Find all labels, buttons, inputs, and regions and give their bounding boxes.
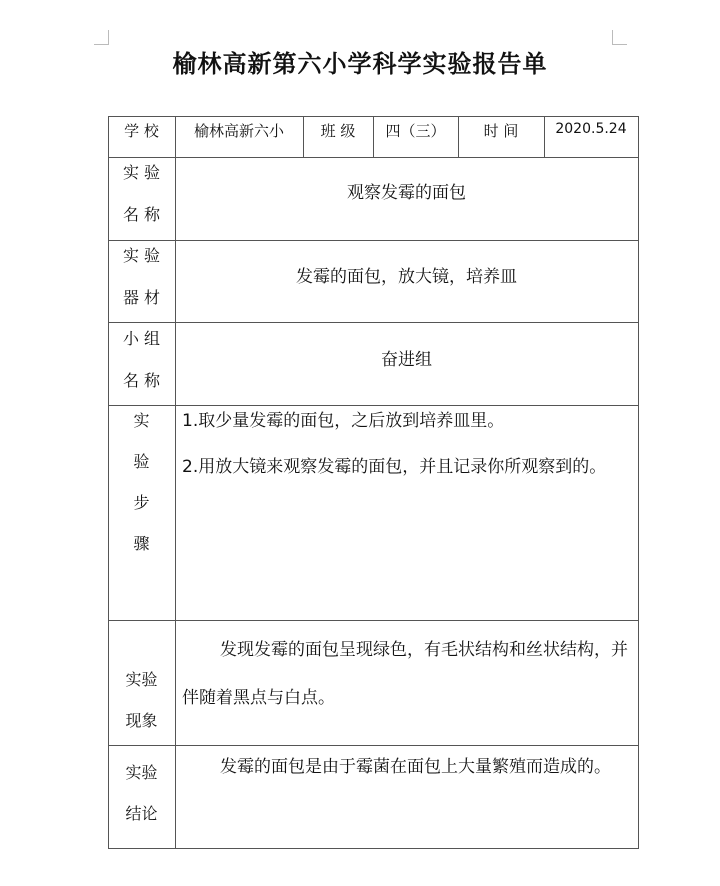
class-value: 四（三） [385, 122, 446, 140]
phenomenon-label-line2: 现象 [125, 711, 158, 730]
school-value: 榆林高新六小 [193, 122, 284, 140]
experiment-name-label-line2: 名 称 [122, 205, 161, 224]
conclusion-label-line1: 实验 [125, 763, 158, 782]
page-corner-mark-left [94, 30, 109, 45]
conclusion-label-line2: 结论 [125, 804, 158, 823]
steps-label-char4: 骤 [133, 534, 150, 553]
school-label: 学 校 [124, 122, 159, 140]
class-label: 班 级 [320, 122, 356, 140]
page-corner-mark-right [612, 30, 627, 45]
group-label-line2: 名 称 [122, 371, 161, 390]
step-2: 2.用放大镜来观察发霉的面包，并且记录你所观察到的。 [182, 457, 607, 477]
conclusion-value: 发霉的面包是由于霉菌在面包上大量繁殖而造成的。 [220, 757, 611, 777]
time-value: 2020.5.24 [555, 121, 627, 137]
report-title: 榆林高新第六小学科学实验报告单 [172, 50, 548, 78]
steps-label-char2: 验 [133, 452, 150, 471]
group-value: 奋进组 [381, 350, 432, 370]
equipment-value: 发霉的面包，放大镜，培养皿 [296, 267, 517, 287]
group-label-line1: 小 组 [122, 329, 161, 348]
equipment-label-line1: 实 验 [122, 246, 161, 265]
phenomenon-label-line1: 实验 [125, 670, 158, 689]
time-label: 时 间 [483, 122, 519, 140]
experiment-name-label-line1: 实 验 [122, 163, 161, 182]
experiment-name-value: 观察发霉的面包 [347, 183, 466, 203]
steps-label-char1: 实 [133, 411, 150, 430]
equipment-label-line2: 器 材 [122, 288, 161, 307]
step-1: 1.取少量发霉的面包，之后放到培养皿里。 [182, 411, 505, 431]
phenomenon-value: 发现发霉的面包呈现绿色，有毛状结构和丝状结构，并伴随着黑点与白点。 [182, 640, 628, 708]
steps-label-char3: 步 [133, 493, 150, 512]
